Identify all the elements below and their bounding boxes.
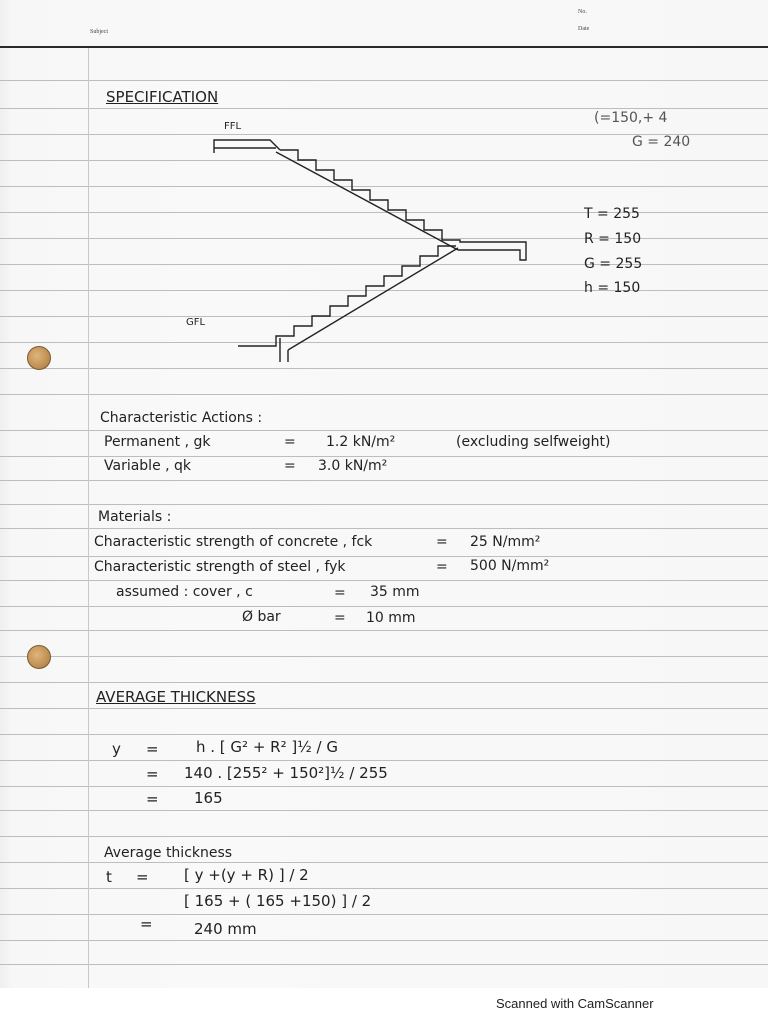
ruled-line [0, 940, 768, 941]
actions-heading: Characteristic Actions : [100, 410, 263, 426]
permanent-note: (excluding selfweight) [456, 434, 611, 450]
ruled-line [0, 480, 768, 481]
steel-equals: = [436, 559, 448, 575]
binder-hole [27, 346, 51, 370]
param-t: T = 255 [584, 206, 640, 222]
ruled-line [0, 108, 768, 109]
ruled-line [0, 810, 768, 811]
cover-equals: = [334, 585, 346, 601]
y-line1: h . [ G² + R² ]½ / G [196, 738, 338, 756]
ruled-line [0, 606, 768, 607]
no-label: No. [578, 9, 587, 15]
header-rule [0, 46, 768, 48]
ffl-label: FFL [224, 121, 242, 132]
t-label: t [106, 868, 112, 886]
t-line1-equals: = [136, 868, 149, 886]
ruled-line [0, 430, 768, 431]
ruled-line [0, 682, 768, 683]
t-line1: [ y +(y + R) ] / 2 [184, 866, 309, 884]
average-thickness-heading: AVERAGE THICKNESS [96, 688, 256, 706]
ruled-line [0, 630, 768, 631]
ruled-line [0, 656, 768, 657]
ruled-line [0, 862, 768, 863]
param-g: G = 255 [584, 256, 643, 272]
steel-label: Characteristic strength of steel , fyk [94, 559, 346, 575]
concrete-label: Characteristic strength of concrete , fck [94, 534, 373, 550]
ruled-line [0, 708, 768, 709]
ruled-line [0, 786, 768, 787]
param-label: R [584, 231, 594, 247]
date-label: Date [578, 26, 590, 32]
param-value: 255 [615, 256, 643, 272]
subject-label: Subject [90, 29, 108, 35]
ruled-line [0, 528, 768, 529]
staircase-diagram [180, 110, 540, 365]
variable-equals: = [284, 458, 296, 474]
bar-label: Ø bar [242, 609, 281, 625]
y-line1-equals: = [146, 740, 159, 758]
ruled-line [0, 914, 768, 915]
ruled-line [0, 556, 768, 557]
ruled-line [0, 836, 768, 837]
scribble-note: G = 240 [632, 134, 691, 150]
y-line3: 165 [194, 789, 223, 807]
steel-value: 500 N/mm² [470, 558, 550, 574]
permanent-label: Permanent , gk [104, 434, 211, 450]
materials-heading: Materials : [98, 509, 172, 525]
bar-value: 10 mm [366, 610, 416, 626]
ruled-line [0, 368, 768, 369]
t-line2: [ 165 + ( 165 +150) ] / 2 [184, 892, 372, 910]
ruled-line [0, 964, 768, 965]
concrete-equals: = [436, 534, 448, 550]
param-h: h = 150 [584, 280, 641, 296]
ruled-line [0, 888, 768, 889]
param-label: G [584, 256, 595, 272]
param-label: h [584, 280, 593, 296]
param-value: 150 [613, 280, 641, 296]
scribble-note: (=150,+ 4 [594, 110, 668, 126]
ruled-line [0, 80, 768, 81]
variable-value: 3.0 kN/m² [318, 458, 388, 474]
ruled-line [0, 504, 768, 505]
param-label: T [584, 206, 593, 222]
cover-label: assumed : cover , c [116, 584, 253, 600]
ruled-line [0, 760, 768, 761]
concrete-value: 25 N/mm² [470, 534, 541, 550]
t-line3: 240 mm [194, 920, 257, 938]
gfl-label: GFL [186, 317, 206, 328]
param-value: 150 [614, 231, 642, 247]
ruled-line [0, 734, 768, 735]
ruled-line [0, 580, 768, 581]
permanent-equals: = [284, 434, 296, 450]
permanent-value: 1.2 kN/m² [326, 434, 396, 450]
cover-value: 35 mm [370, 584, 420, 600]
bar-equals: = [334, 610, 346, 626]
y-line3-equals: = [146, 790, 159, 808]
camscanner-watermark: Scanned with CamScanner [496, 996, 654, 1011]
ruled-line [0, 456, 768, 457]
margin-line [88, 48, 89, 988]
param-r: R = 150 [584, 231, 642, 247]
specification-heading: SPECIFICATION [106, 88, 219, 106]
y-label: y [112, 740, 121, 758]
param-value: 255 [613, 206, 640, 222]
y-line2-equals: = [146, 765, 159, 783]
t-line3-equals: = [140, 915, 153, 933]
average-thickness-subheading: Average thickness [104, 845, 233, 861]
ruled-line [0, 394, 768, 395]
binder-hole [27, 645, 51, 669]
variable-label: Variable , qk [104, 458, 192, 474]
y-line2: 140 . [255² + 150²]½ / 255 [184, 764, 388, 782]
